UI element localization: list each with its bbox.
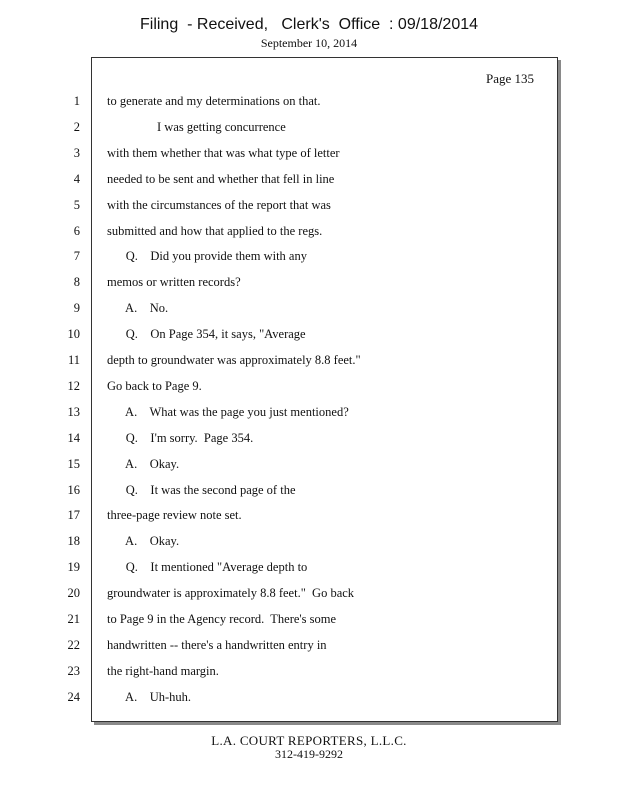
line-text: with the circumstances of the report that was bbox=[107, 198, 331, 212]
line-number: 20 bbox=[67, 586, 80, 600]
line-number: 17 bbox=[67, 508, 80, 522]
line-text: A. No. bbox=[107, 301, 169, 315]
line-number: 16 bbox=[67, 483, 80, 497]
line-text: A. Okay. bbox=[107, 534, 180, 548]
page-number: Page 135 bbox=[486, 71, 535, 86]
line-text: Q. I'm sorry. Page 354. bbox=[107, 431, 254, 445]
line-number: 4 bbox=[73, 172, 80, 186]
line-number: 13 bbox=[67, 405, 80, 419]
reporter-company: L.A. COURT REPORTERS, L.L.C. bbox=[211, 733, 407, 748]
line-number: 9 bbox=[73, 301, 80, 315]
line-number: 6 bbox=[73, 224, 80, 238]
line-number: 14 bbox=[67, 431, 80, 445]
line-number: 21 bbox=[67, 612, 80, 626]
line-text: submitted and how that applied to the regs. bbox=[107, 224, 323, 238]
line-text: to generate and my determinations on that. bbox=[107, 94, 321, 108]
line-number: 8 bbox=[73, 275, 80, 289]
line-number: 7 bbox=[73, 249, 80, 263]
line-number: 18 bbox=[67, 534, 80, 548]
line-text: Go back to Page 9. bbox=[107, 379, 202, 393]
line-text: I was getting concurrence bbox=[107, 120, 286, 134]
line-number: 1 bbox=[73, 94, 80, 108]
line-text: Q. It was the second page of the bbox=[107, 483, 296, 497]
line-text: A. Okay. bbox=[107, 457, 180, 471]
line-text: Q. Did you provide them with any bbox=[107, 249, 307, 263]
line-number: 23 bbox=[67, 664, 80, 678]
line-text: groundwater is approximately 8.8 feet." Go back bbox=[107, 586, 355, 600]
line-text: Q. It mentioned "Average depth to bbox=[107, 560, 308, 574]
line-number: 12 bbox=[67, 379, 80, 393]
line-number: 22 bbox=[67, 638, 80, 652]
line-text: three-page review note set. bbox=[107, 508, 242, 522]
transcript-date: September 10, 2014 bbox=[260, 36, 358, 50]
line-text: with them whether that was what type of letter bbox=[107, 146, 340, 160]
line-number: 19 bbox=[67, 560, 80, 574]
line-text: A. Uh-huh. bbox=[107, 690, 192, 704]
reporter-phone: 312-419-9292 bbox=[275, 747, 343, 761]
filing-stamp: Filing - Received, Clerk's Office : 09/18/2014 bbox=[139, 16, 479, 33]
line-number: 3 bbox=[73, 146, 80, 160]
line-text: needed to be sent and whether that fell in line bbox=[107, 172, 335, 186]
line-number: 5 bbox=[73, 198, 80, 212]
line-number: 15 bbox=[67, 457, 80, 471]
line-number: 10 bbox=[67, 327, 80, 341]
line-number: 24 bbox=[67, 690, 80, 704]
line-text: depth to groundwater was approximately 8.8 feet." bbox=[107, 353, 361, 367]
line-text: A. What was the page you just mentioned? bbox=[107, 405, 349, 419]
line-text: Q. On Page 354, it says, "Average bbox=[107, 327, 306, 341]
line-text: the right-hand margin. bbox=[107, 664, 219, 678]
line-text: handwritten -- there's a handwritten entry in bbox=[107, 638, 327, 652]
line-number: 11 bbox=[67, 353, 80, 367]
line-number: 2 bbox=[73, 120, 80, 134]
line-text: memos or written records? bbox=[107, 275, 241, 289]
line-text: to Page 9 in the Agency record. There's some bbox=[107, 612, 337, 626]
